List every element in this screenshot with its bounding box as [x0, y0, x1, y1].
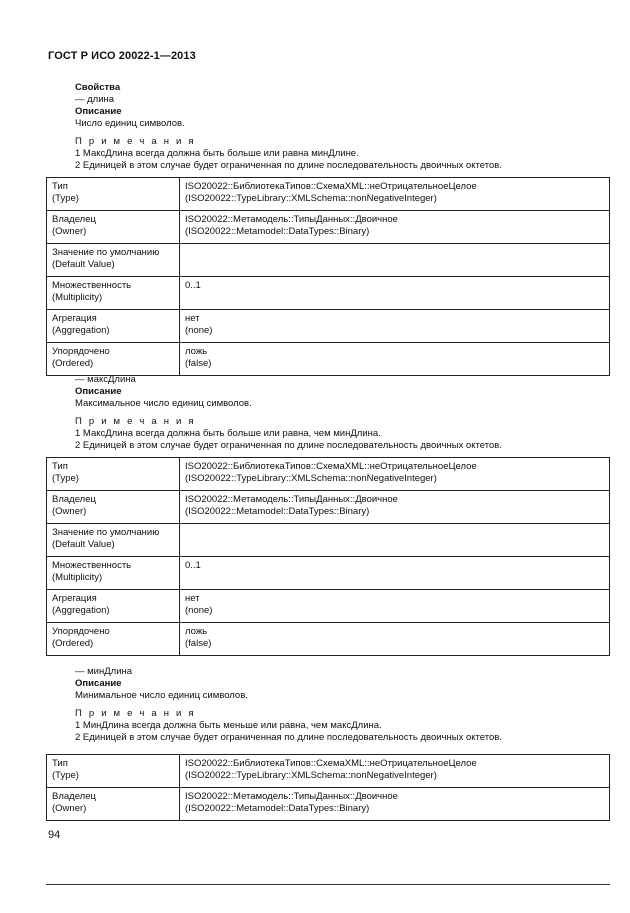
- key-label-en: (Owner): [52, 506, 87, 517]
- value-label-en: (ISO20022::Metamodel::DataTypes::Binary): [185, 506, 370, 517]
- property-key-cell: [47, 755, 180, 788]
- notes-heading: П р и м е ч а н и я: [75, 136, 196, 147]
- table-row: [47, 343, 610, 376]
- key-label: Агрегация: [52, 313, 97, 324]
- value-label-en: (ISO20022::TypeLibrary::XMLSchema::nonNegativeInteger): [185, 473, 437, 484]
- value-label: ISO20022::БиблиотекаТипов::СхемаXML::неОтрицательноеЦелое: [185, 758, 477, 769]
- property-key-cell: [47, 524, 180, 557]
- description-text: Максимальное число единиц символов.: [75, 398, 252, 409]
- property-key-cell: [47, 211, 180, 244]
- value-label: ISO20022::Метамодель::ТипыДанных::Двоичное: [185, 494, 398, 505]
- section-max-length: [75, 374, 585, 452]
- key-label: Агрегация: [52, 593, 97, 604]
- notes-heading: П р и м е ч а н и я: [75, 416, 196, 427]
- property-key-cell: [47, 178, 180, 211]
- property-key-cell: [47, 310, 180, 343]
- notes-heading: П р и м е ч а н и я: [75, 708, 196, 719]
- section-title: Свойства: [75, 82, 121, 93]
- table-row: [47, 755, 610, 788]
- key-label-en: (Owner): [52, 226, 87, 237]
- section-length: [75, 82, 585, 172]
- table-row: [47, 524, 610, 557]
- value-label: нет: [185, 593, 200, 604]
- key-label-en: (Multiplicity): [52, 572, 103, 583]
- table-row: [47, 557, 610, 590]
- key-label-en: (Aggregation): [52, 605, 110, 616]
- table-row: [47, 458, 610, 491]
- description-text: Число единиц символов.: [75, 118, 185, 129]
- table-row: [47, 788, 610, 821]
- property-value-cell: [180, 755, 610, 788]
- value-label-en: (none): [185, 605, 213, 616]
- value-label: ISO20022::Метамодель::ТипыДанных::Двоичное: [185, 791, 398, 802]
- table-row: [47, 277, 610, 310]
- value-label: ложь: [185, 626, 208, 637]
- property-value-cell: [180, 524, 610, 557]
- property-key-cell: [47, 590, 180, 623]
- note-item: 2 Единицей в этом случае будет ограниченная по длине последовательность двоичных октетов.: [75, 160, 502, 171]
- value-label: 0..1: [185, 280, 201, 291]
- key-label-en: (Default Value): [52, 539, 115, 550]
- note-item: 1 МинДлина всегда должна быть меньше или равна, чем максДлина.: [75, 720, 382, 731]
- section-min-length: [75, 666, 585, 744]
- key-label: Тип: [52, 461, 68, 472]
- value-label: ISO20022::Метамодель::ТипыДанных::Двоичное: [185, 214, 398, 225]
- value-label: ISO20022::БиблиотекаТипов::СхемаXML::неОтрицательноеЦелое: [185, 461, 477, 472]
- key-label: Владелец: [52, 214, 96, 225]
- property-value-cell: [180, 491, 610, 524]
- key-label-en: (Type): [52, 473, 79, 484]
- table-row: [47, 244, 610, 277]
- property-name: — максДлина: [75, 374, 136, 385]
- key-label-en: (Ordered): [52, 638, 94, 649]
- key-label: Владелец: [52, 791, 96, 802]
- key-label-en: (Type): [52, 770, 79, 781]
- property-key-cell: [47, 491, 180, 524]
- property-value-cell: [180, 211, 610, 244]
- table-row: [47, 623, 610, 656]
- value-label-en: [185, 539, 604, 551]
- value-label-en: (false): [185, 358, 212, 369]
- key-label-en: (Multiplicity): [52, 292, 103, 303]
- property-key-cell: [47, 458, 180, 491]
- value-label: ISO20022::БиблиотекаТипов::СхемаXML::неОтрицательноеЦелое: [185, 181, 477, 192]
- value-label-en: (ISO20022::Metamodel::DataTypes::Binary): [185, 226, 370, 237]
- property-value-cell: [180, 277, 610, 310]
- page-number: 94: [48, 829, 61, 841]
- table-row: [47, 491, 610, 524]
- key-label: Владелец: [52, 494, 96, 505]
- key-label: Упорядочено: [52, 626, 110, 637]
- description-heading: Описание: [75, 106, 122, 117]
- table-row: [47, 178, 610, 211]
- property-value-cell: [180, 788, 610, 821]
- value-label: [185, 527, 604, 539]
- footer-divider: [46, 884, 610, 885]
- property-value-cell: [180, 623, 610, 656]
- value-label: нет: [185, 313, 200, 324]
- property-name: — длина: [75, 94, 115, 105]
- property-key-cell: [47, 623, 180, 656]
- key-label: Множественность: [52, 280, 132, 291]
- key-label-en: (Aggregation): [52, 325, 110, 336]
- table-row: [47, 310, 610, 343]
- value-label-en: [185, 292, 604, 304]
- key-label-en: (Ordered): [52, 358, 94, 369]
- property-value-cell: [180, 178, 610, 211]
- value-label-en: [185, 259, 604, 271]
- property-value-cell: [180, 458, 610, 491]
- note-item: 1 МаксДлина всегда должна быть больше или равна, чем минДлина.: [75, 428, 381, 439]
- value-label-en: [185, 572, 604, 584]
- property-name: — минДлина: [75, 666, 133, 677]
- value-label-en: (none): [185, 325, 213, 336]
- value-label-en: (false): [185, 638, 212, 649]
- property-key-cell: [47, 244, 180, 277]
- key-label-en: (Default Value): [52, 259, 115, 270]
- property-key-cell: [47, 788, 180, 821]
- description-heading: Описание: [75, 678, 122, 689]
- property-value-cell: [180, 310, 610, 343]
- key-label: Тип: [52, 758, 68, 769]
- key-label: Значение по умолчанию: [52, 247, 160, 258]
- note-item: 2 Единицей в этом случае будет ограниченная по длине последовательность двоичных октетов.: [75, 440, 502, 451]
- description-heading: Описание: [75, 386, 122, 397]
- properties-table-min-length: [46, 754, 610, 821]
- value-label-en: (ISO20022::TypeLibrary::XMLSchema::nonNegativeInteger): [185, 193, 437, 204]
- value-label: [185, 247, 604, 259]
- property-value-cell: [180, 590, 610, 623]
- property-key-cell: [47, 343, 180, 376]
- value-label-en: (ISO20022::Metamodel::DataTypes::Binary): [185, 803, 370, 814]
- note-item: 2 Единицей в этом случае будет ограниченная по длине последовательность двоичных октетов.: [75, 732, 502, 743]
- property-key-cell: [47, 277, 180, 310]
- document-header: ГОСТ Р ИСО 20022-1—2013: [48, 50, 196, 62]
- properties-table-max-length: [46, 457, 610, 656]
- table-row: [47, 590, 610, 623]
- property-key-cell: [47, 557, 180, 590]
- property-value-cell: [180, 244, 610, 277]
- table-row: [47, 211, 610, 244]
- key-label-en: (Owner): [52, 803, 87, 814]
- value-label: 0..1: [185, 560, 201, 571]
- key-label: Тип: [52, 181, 68, 192]
- property-value-cell: [180, 343, 610, 376]
- value-label-en: (ISO20022::TypeLibrary::XMLSchema::nonNegativeInteger): [185, 770, 437, 781]
- key-label: Множественность: [52, 560, 132, 571]
- value-label: ложь: [185, 346, 208, 357]
- key-label: Значение по умолчанию: [52, 527, 160, 538]
- properties-table-length: [46, 177, 610, 376]
- key-label: Упорядочено: [52, 346, 110, 357]
- note-item: 1 МаксДлина всегда должна быть больше или равна минДлине.: [75, 148, 359, 159]
- property-value-cell: [180, 557, 610, 590]
- key-label-en: (Type): [52, 193, 79, 204]
- description-text: Минимальное число единиц символов.: [75, 690, 248, 701]
